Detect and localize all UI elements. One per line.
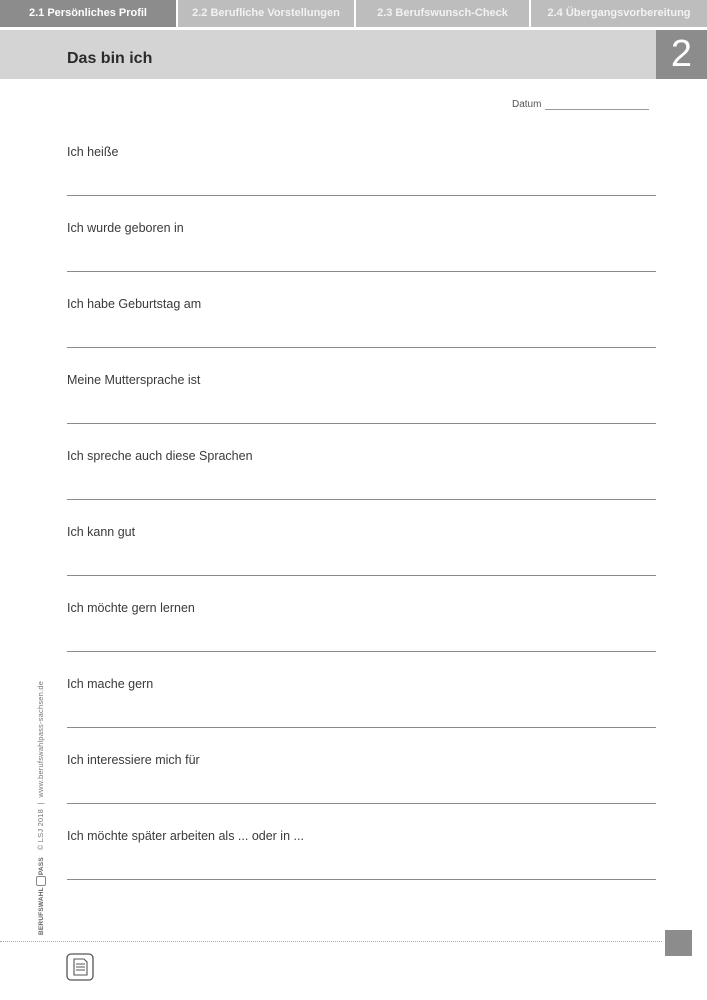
answer-line[interactable] [67, 499, 656, 500]
answer-line[interactable] [67, 347, 656, 348]
answer-line[interactable] [67, 423, 656, 424]
form-field[interactable] [67, 297, 656, 373]
answer-line[interactable] [67, 651, 656, 652]
section-tabs [0, 0, 707, 28]
answer-line[interactable] [67, 879, 656, 880]
field-label: Ich kann gut [67, 525, 136, 539]
field-label: Meine Muttersprache ist [67, 373, 201, 387]
answer-line[interactable] [67, 195, 656, 196]
form-field[interactable] [67, 449, 656, 525]
answer-line[interactable] [67, 575, 656, 576]
chapter-number: 2 [656, 30, 707, 79]
date-field[interactable] [512, 99, 649, 110]
copyright: © LSJ 2018 [36, 808, 45, 851]
tab-berufswunsch-check[interactable]: 2.3 Berufswunsch-Check [356, 0, 531, 27]
website-url[interactable]: www.berufswahlpass-sachsen.de [36, 680, 45, 798]
tab-persoenliches-profil[interactable]: 2.1 Persönliches Profil [0, 0, 178, 27]
page-title: Das bin ich [67, 50, 153, 67]
brand-right: PASS [38, 857, 45, 876]
side-footer [36, 681, 46, 935]
brand-mark-icon [36, 876, 46, 886]
tab-uebergangsvorbereitung[interactable]: 2.4 Übergangsvorbereitung [531, 0, 707, 27]
form-field[interactable] [67, 753, 656, 829]
page-marker [665, 930, 692, 956]
answer-line[interactable] [67, 803, 656, 804]
form-field[interactable] [67, 601, 656, 677]
date-input-line[interactable] [545, 100, 649, 110]
field-label: Ich heiße [67, 145, 119, 159]
form-field[interactable] [67, 525, 656, 601]
form-field[interactable] [67, 373, 656, 449]
dotted-divider [0, 941, 662, 942]
separator: | [36, 802, 45, 805]
field-label: Ich habe Geburtstag am [67, 297, 202, 311]
form-field[interactable] [67, 677, 656, 753]
date-label: Datum [512, 99, 542, 110]
tab-berufliche-vorstellungen[interactable]: 2.2 Berufliche Vorstellungen [178, 0, 356, 27]
answer-line[interactable] [67, 727, 656, 728]
answer-line[interactable] [67, 271, 656, 272]
form-field[interactable] [67, 145, 656, 221]
field-label: Ich möchte später arbeiten als ... oder in ... [67, 829, 304, 843]
form-field[interactable] [67, 829, 656, 905]
field-label: Ich wurde geboren in [67, 221, 184, 235]
field-label: Ich interessiere mich für [67, 753, 200, 767]
brand-left: BERUFSWAHL [38, 887, 45, 935]
document-icon [66, 953, 94, 981]
form-field[interactable] [67, 221, 656, 297]
field-label: Ich spreche auch diese Sprachen [67, 449, 253, 463]
profile-form [67, 145, 656, 905]
field-label: Ich mache gern [67, 677, 154, 691]
field-label: Ich möchte gern lernen [67, 601, 195, 615]
